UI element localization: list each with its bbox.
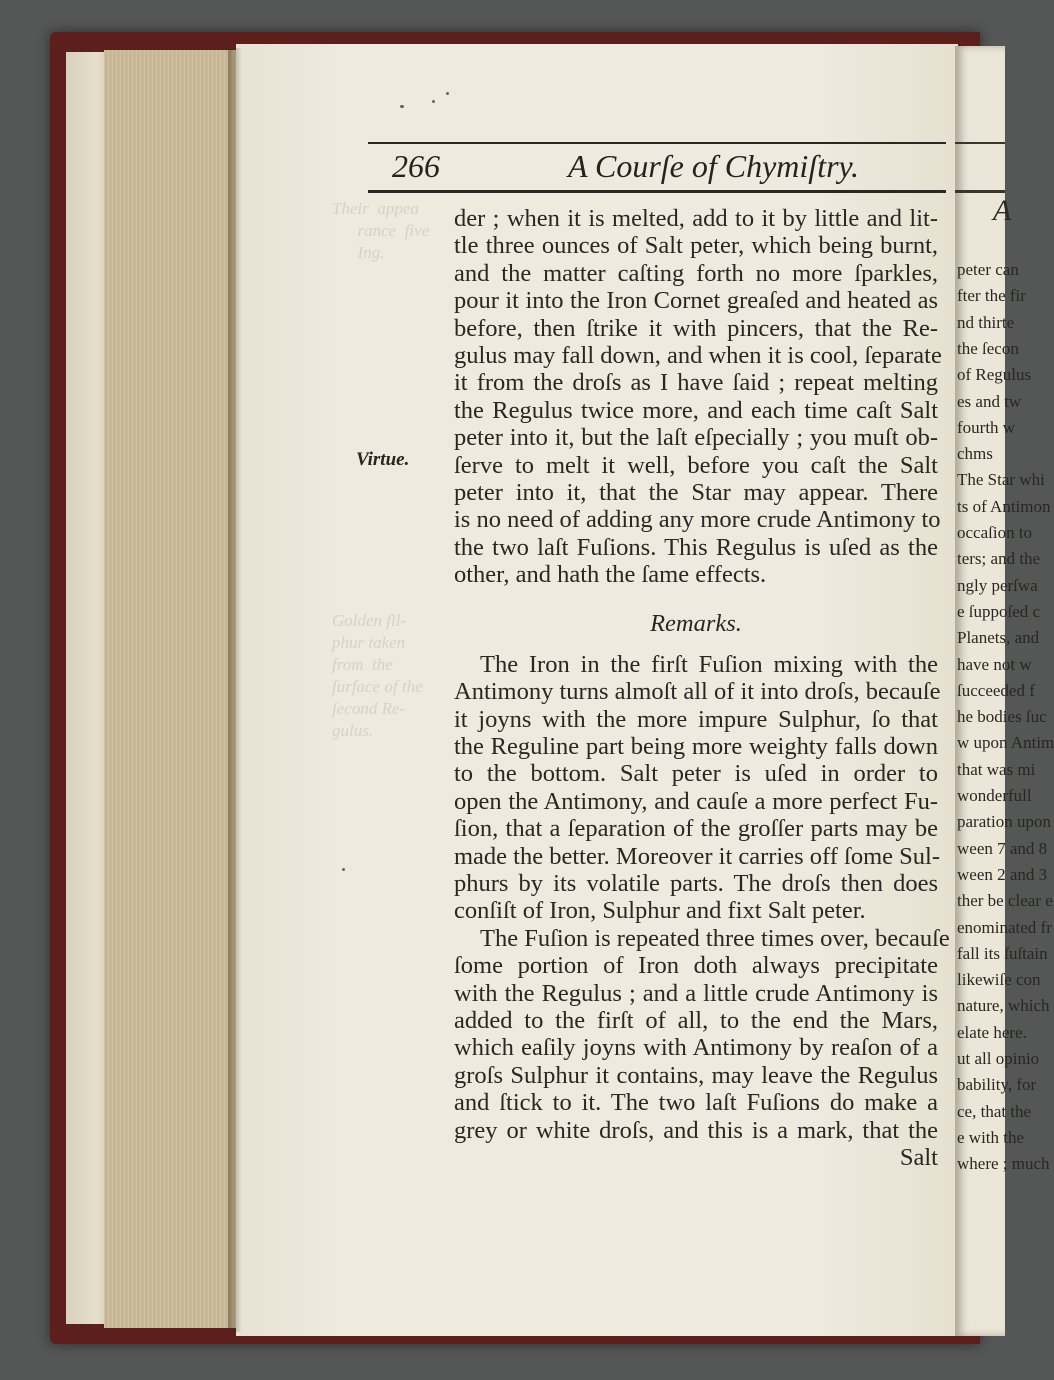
next-page-fragment: ce, that the xyxy=(957,1101,1032,1121)
next-page-rule xyxy=(955,190,1005,193)
remarks-heading: Remarks. xyxy=(650,610,742,638)
text-line: peter into it, that the Star may appear. There xyxy=(454,478,938,506)
next-page-fragment: fourth w xyxy=(957,417,1016,437)
next-page-fragment: enominated fr xyxy=(957,917,1052,937)
next-page-fragment: peter can xyxy=(957,260,1019,279)
next-page-fragment: ween 7 and 8 xyxy=(957,838,1048,858)
bleed-through: Golden fil- phur taken from the ſurface of the ſecond Re- gulus. xyxy=(332,611,423,740)
paper-speck xyxy=(446,92,449,95)
paragraph xyxy=(454,205,942,589)
next-page-fragment: ts of Antimon xyxy=(957,496,1051,516)
next-page-rule xyxy=(955,142,1005,144)
next-page-fragment: chms xyxy=(957,444,993,464)
text-line: before, then ſtrike it with pincers, that the Re- xyxy=(454,314,938,342)
next-page-fragment: nd thirte xyxy=(957,312,1015,332)
paragraph xyxy=(454,924,950,1144)
text-line: The Iron in the firſt Fuſion mixing with the xyxy=(480,650,938,678)
next-page-fragment: fter the fir xyxy=(957,286,1026,306)
next-page-fragment: ngly perſwa xyxy=(957,575,1038,595)
next-page-fragment: ther be clear e xyxy=(957,891,1053,911)
next-page-fragment: of Regulus xyxy=(957,365,1032,385)
catchword: Salt xyxy=(899,1143,938,1171)
text-line: made the better. Moreover it carries off ſome Sul- xyxy=(454,842,940,870)
body-text xyxy=(454,205,950,1171)
text-line: is no need of adding any more crude Antimony to xyxy=(454,506,941,534)
text-line: which eaſily joyns with Antimony by reaſon of a xyxy=(454,1034,938,1062)
next-page-fragment: ters; and the xyxy=(957,549,1041,569)
next-page-fragment: the ſecon xyxy=(957,338,1019,358)
next-page-fragment: e ſuppoſed c xyxy=(957,601,1041,621)
next-page-fragment: elate here. xyxy=(957,1022,1027,1042)
text-line: tle three ounces of Salt peter, which being burnt, xyxy=(454,232,938,260)
text-line: groſs Sulphur it contains, may leave the Regulus xyxy=(454,1061,938,1089)
text-line: added to the firſt of all, to the end the Mars, xyxy=(454,1006,938,1034)
paragraph xyxy=(454,650,941,925)
next-page-running-head: A xyxy=(993,194,1012,227)
bleed-through: Their appea rance five Ing. xyxy=(332,199,430,262)
text-line: Antimony turns almoſt all of it into droſs, becauſe xyxy=(454,678,941,706)
text-line: the Reguline part being more weighty falls down xyxy=(454,733,938,761)
text-line: and the matter caſting forth no more ſparkles, xyxy=(454,259,938,287)
text-line: the two laſt Fuſions. This Regulus is uſed as the xyxy=(454,533,938,561)
page-number: 266 xyxy=(392,148,440,184)
next-page-fragment: es and tw xyxy=(957,391,1022,411)
text-line: ſome portion of Iron doth always precipitate xyxy=(454,952,938,980)
text-line: gulus may fall down, and when it is cool, ſeparate xyxy=(454,341,942,369)
next-page-fragment: paration upon xyxy=(957,812,1051,832)
header-rule-top xyxy=(368,142,946,144)
next-page-fragment: ſucceeded f xyxy=(957,680,1035,700)
text-line: The Fuſion is repeated three times over, becauſe xyxy=(480,924,950,952)
next-page-fragment: fall its ſuſtain xyxy=(957,943,1048,963)
gutter-shadow xyxy=(228,48,242,1332)
next-page-fragment: w upon Antim xyxy=(957,733,1054,753)
next-page-fragment: occaſion to xyxy=(957,523,1033,542)
page-edges xyxy=(104,50,236,1328)
text-line: open the Antimony, and cauſe a more perfect Fu- xyxy=(454,787,938,815)
next-page-fragment: bability, for xyxy=(957,1075,1037,1095)
text-line: phurs by its volatile parts. The droſs then does xyxy=(454,869,938,897)
paper-speck xyxy=(400,105,404,108)
next-page-fragment: ut all opinio xyxy=(957,1049,1040,1068)
margin-note-virtue: Virtue. xyxy=(356,449,410,470)
next-page-fragment: have not w xyxy=(957,654,1032,674)
text-line: pour it into the Iron Cornet greaſed and heated as xyxy=(454,287,938,315)
next-page-fragment: e with the xyxy=(957,1127,1025,1147)
next-page-fragment: The Star whi xyxy=(957,470,1045,490)
next-page-edge xyxy=(955,46,1054,1336)
text-line: it joyns with the more impure Sulphur, ſo that xyxy=(454,705,938,733)
next-page-fragment: Planets, and xyxy=(957,628,1040,648)
text-line: the Regulus twice more, and each time caſt Salt xyxy=(454,396,938,424)
running-title: A Courſe of Chymiſtry. xyxy=(568,148,859,184)
running-head xyxy=(368,148,946,188)
text-line: other, and hath the ſame effects. xyxy=(454,561,767,589)
next-page-fragment: where ; much xyxy=(957,1154,1050,1174)
next-page-fragment: he bodies ſuc xyxy=(957,707,1047,727)
text-line: it from the droſs as I have ſaid ; repeat melting xyxy=(454,369,938,397)
text-line: conſiſt of Iron, Sulphur and fixt Salt peter. xyxy=(454,897,866,925)
paper-speck xyxy=(432,100,435,103)
text-line: peter into it, but the laſt eſpecially ; you muſt ob- xyxy=(454,424,938,452)
next-page-fragment: wonderfull xyxy=(957,786,1032,805)
text-line: ſion, that a ſeparation of the groſſer parts may be xyxy=(454,815,938,843)
header-rule-bottom xyxy=(368,190,946,193)
text-line: with the Regulus ; and a little crude Antimony is xyxy=(454,979,938,1007)
paper-speck xyxy=(342,868,345,871)
next-page-fragment: likewiſe con xyxy=(957,970,1041,990)
next-page-fragment: ween 2 and 3 xyxy=(957,864,1048,884)
text-line: ſerve to melt it well, before you caſt the Salt xyxy=(454,451,938,479)
text-line: and ſtick to it. The two laſt Fuſions do make a xyxy=(454,1089,938,1117)
text-line: grey or white droſs, and this is a mark, that the xyxy=(454,1116,938,1144)
text-line: to the bottom. Salt peter is uſed in order to xyxy=(454,760,938,788)
text-line: der ; when it is melted, add to it by little and lit- xyxy=(454,205,938,232)
next-page-fragment: that was mi xyxy=(957,759,1036,779)
next-page-fragment: nature, which xyxy=(957,996,1050,1016)
